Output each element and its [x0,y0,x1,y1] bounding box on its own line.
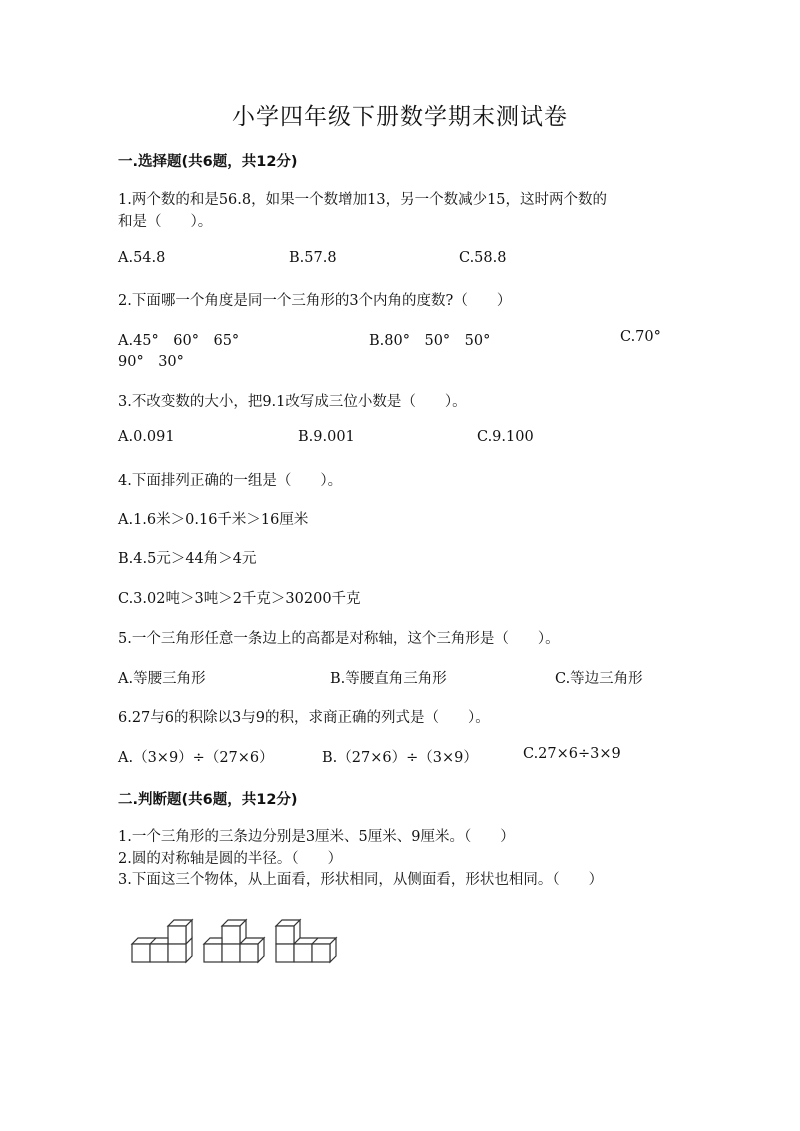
question-2-option-a: A.45° 60° 65° [118,333,240,349]
question-4-option-b: B.4.5元＞44角＞4元 [118,551,257,567]
question-3-text: 3.不改变数的大小，把9.1改写成三位小数是（ ）。 [118,394,467,410]
question-2-text: 2.下面哪一个角度是同一个三角形的3个内角的度数?（ ） [118,293,512,309]
question-1-option-c: C.58.8 [459,250,507,266]
question-6-text: 6.27与6的积除以3与9的积，求商正确的列式是（ ）。 [118,710,490,726]
question-5-option-c: C.等边三角形 [555,671,643,687]
cube-figure-3 [276,920,336,962]
question-2-option-b: B.80° 50° 50° [369,333,491,349]
page-title: 小学四年级下册数学期末测试卷 [232,104,568,130]
question-5-option-b: B.等腰直角三角形 [330,671,447,687]
section-heading-judge: 二.判断题(共6题，共12分) [118,792,298,808]
question-2-option-c-cont: 90° 30° [118,354,184,370]
question-4-option-c: C.3.02吨＞3吨＞2千克＞30200千克 [118,591,361,607]
question-6-option-a: A.（3×9）÷（27×6） [118,750,274,766]
question-6-option-c: C.27×6÷3×9 [523,746,621,762]
question-2-option-c: C.70° [620,329,661,345]
question-1-option-b: B.57.8 [289,250,337,266]
cube-figure-2 [204,920,264,962]
judge-question-1: 1.一个三角形的三条边分别是3厘米、5厘米、9厘米。（ ） [118,829,515,845]
question-1-text: 1.两个数的和是56.8，如果一个数增加13，另一个数减少15，这时两个数的 [118,192,608,208]
question-5-text: 5.一个三角形任意一条边上的高都是对称轴，这个三角形是（ ）。 [118,631,560,647]
question-3-option-c: C.9.100 [477,429,534,445]
question-3-option-a: A.0.091 [118,429,175,445]
question-5-option-a: A.等腰三角形 [118,671,206,687]
question-1-text-cont: 和是（ ）。 [118,214,213,230]
judge-question-2: 2.圆的对称轴是圆的半径。（ ） [118,851,343,867]
cube-figure-1 [132,920,192,962]
judge-question-3: 3.下面这三个物体，从上面看，形状相同，从侧面看，形状也相同。（ ） [118,872,604,888]
question-4-option-a: A.1.6米＞0.16千米＞16厘米 [118,512,309,528]
question-4-text: 4.下面排列正确的一组是（ ）。 [118,473,343,489]
cube-stack-figures [124,918,354,978]
question-6-option-b: B.（27×6）÷（3×9） [322,750,478,766]
section-heading-choice: 一.选择题(共6题，共12分) [118,154,298,170]
question-3-option-b: B.9.001 [298,429,355,445]
question-1-option-a: A.54.8 [118,250,166,266]
